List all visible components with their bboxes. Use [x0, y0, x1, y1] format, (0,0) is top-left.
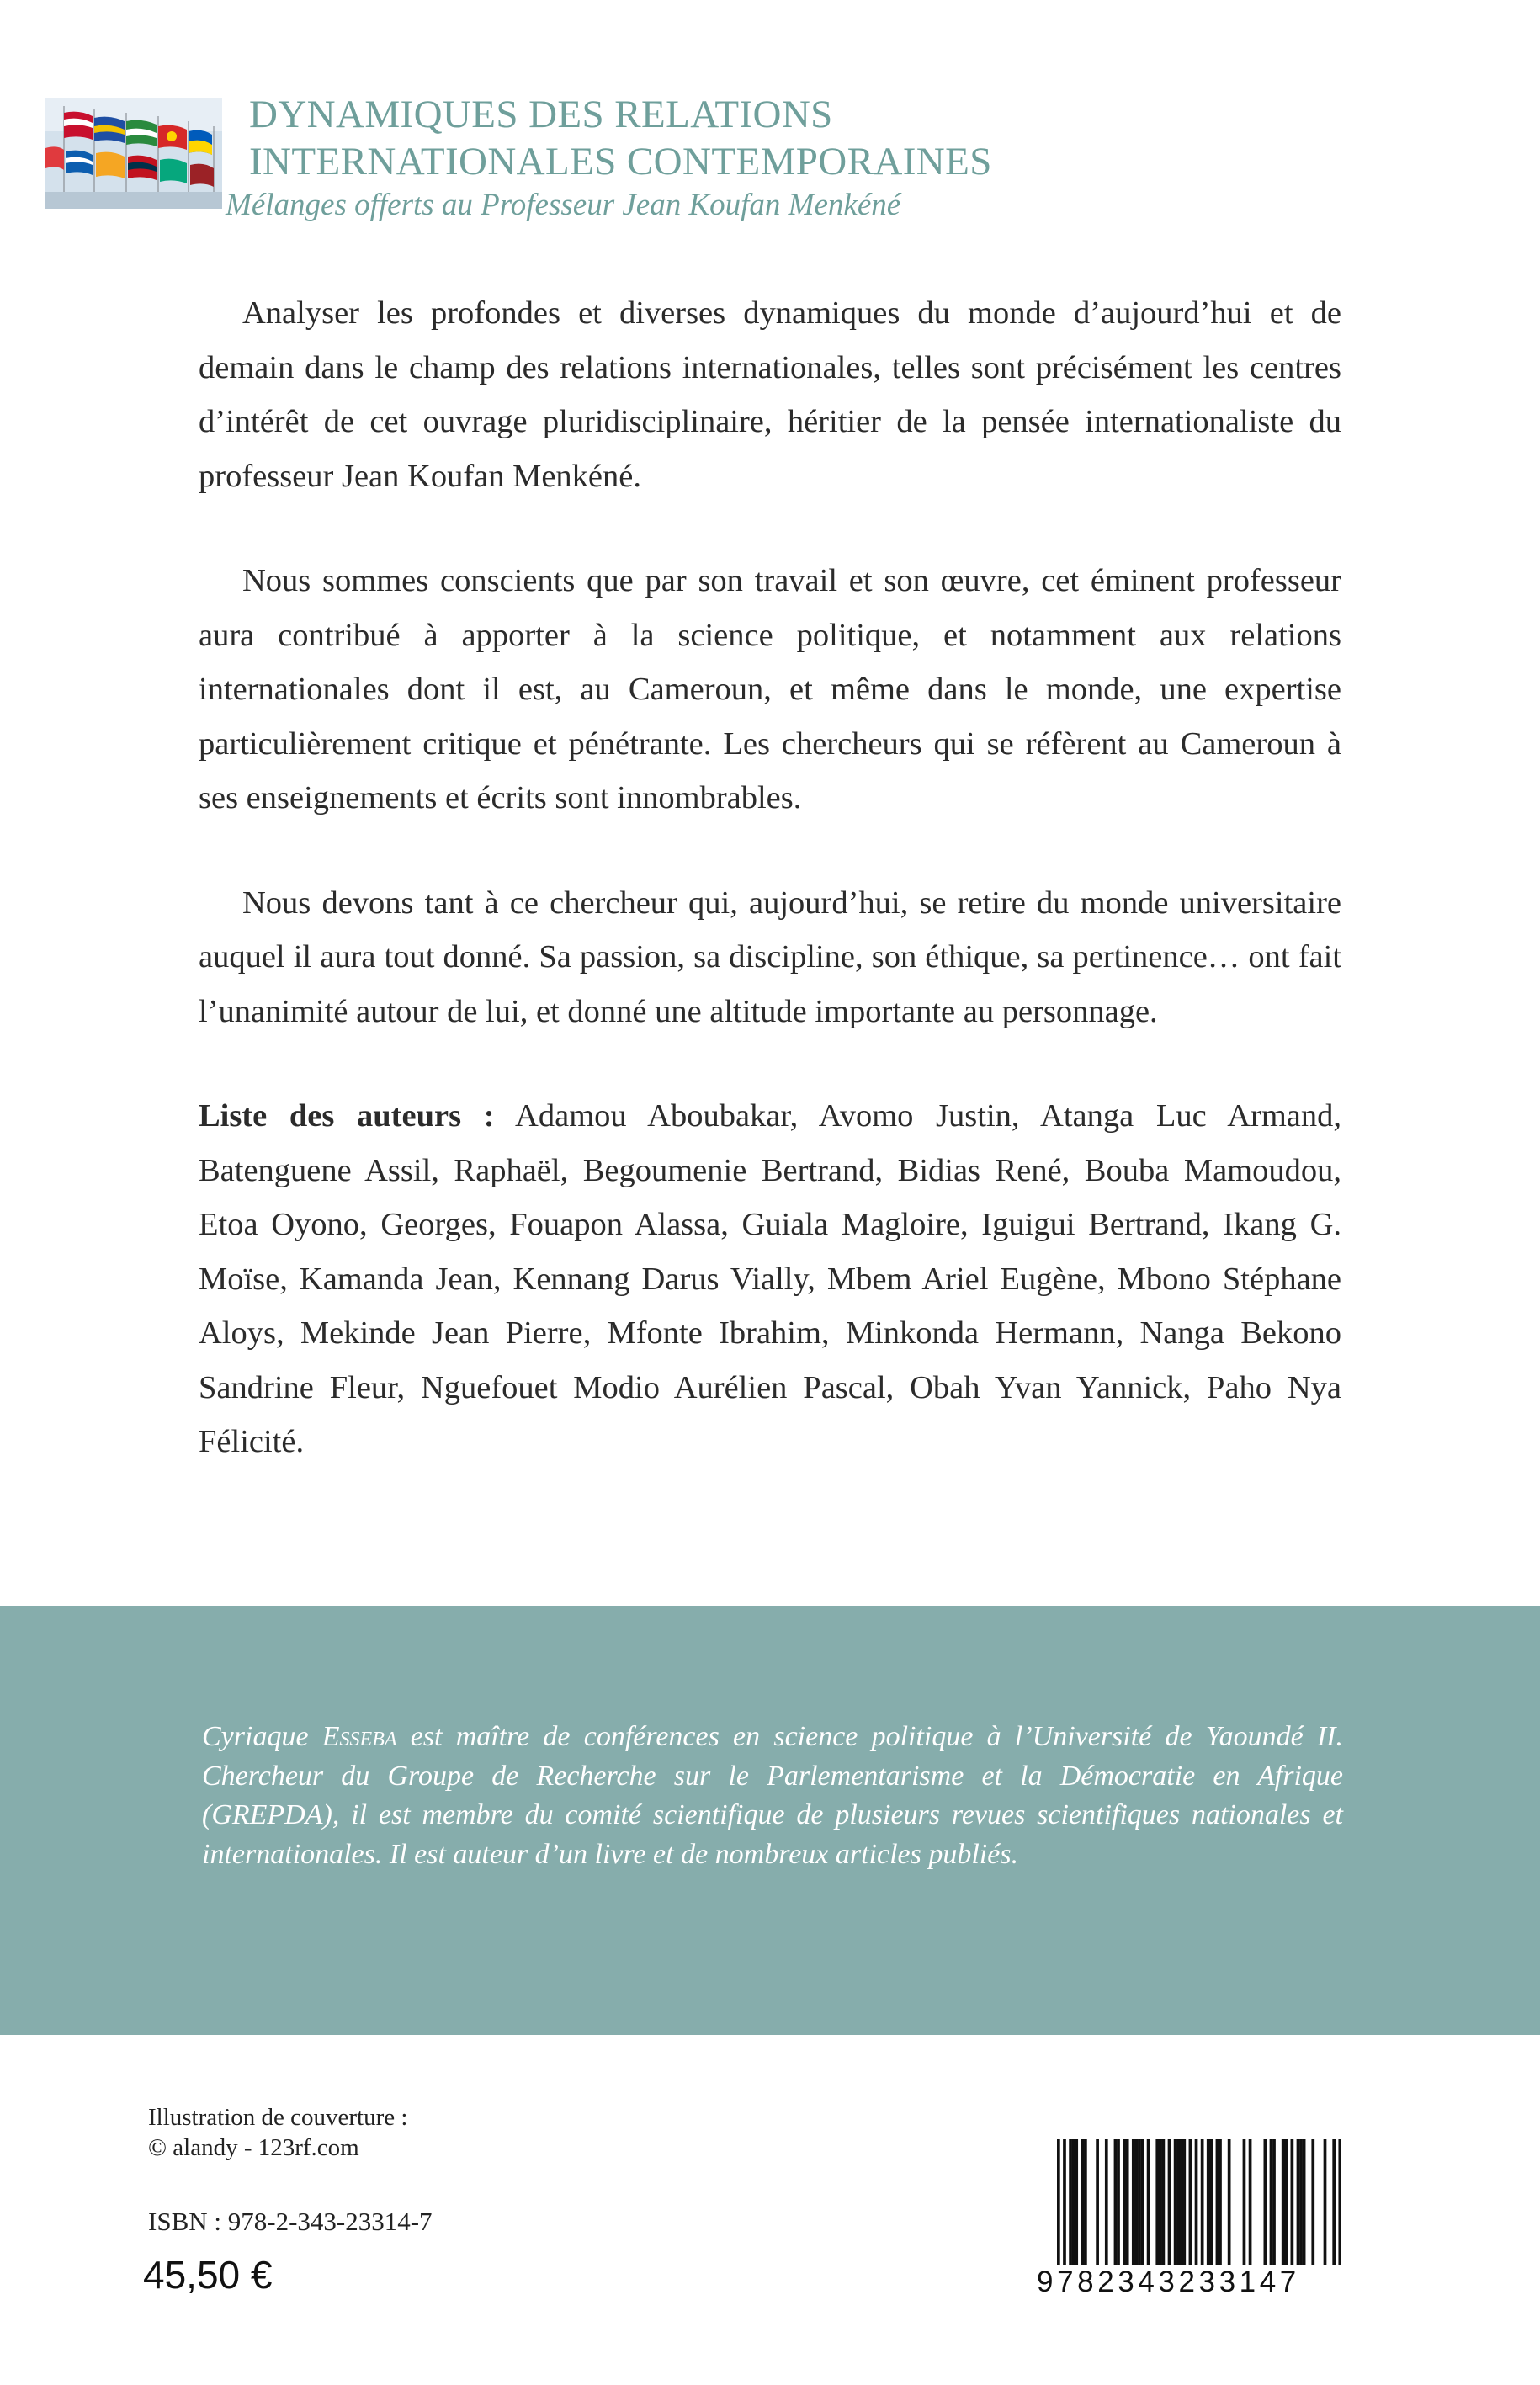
- barcode-bar: [1135, 2139, 1139, 2265]
- barcode-bar: [1117, 2139, 1120, 2265]
- barcode-bar: [1263, 2139, 1267, 2265]
- book-subtitle: Mélanges offerts au Professeur Jean Koufan Menkéné: [226, 188, 901, 222]
- barcode-bar: [1141, 2139, 1144, 2265]
- ean13-barcode-icon: [1037, 2139, 1341, 2265]
- blurb-paragraph-2: Nous sommes conscients que par son travail et son œuvre, cet éminent professeur aura contribué à apporter à la science politique, et notamment aux relations internationales dont il est, au Cameroun, et même dans le monde, une expertise particulièrement critique et pénétrante. Les chercheurs qui se réfèrent au Cameroun à ses enseignements et écrits sont innombrables.: [199, 563, 1341, 815]
- barcode-bar: [1207, 2139, 1210, 2265]
- flags-photo-icon: [45, 98, 222, 209]
- barcode-bar: [1284, 2139, 1288, 2265]
- barcode-bar: [1282, 2139, 1285, 2265]
- barcode-bar: [1057, 2139, 1060, 2265]
- barcode-bar: [1338, 2139, 1341, 2265]
- barcode-bar: [1324, 2139, 1327, 2265]
- book-title: [249, 91, 992, 185]
- barcode-bar: [1270, 2139, 1273, 2265]
- barcode-bar: [1228, 2139, 1231, 2265]
- credit-line-2: © alandy - 123rf.com: [148, 2134, 359, 2161]
- author-bio: [202, 1718, 1343, 1874]
- barcode-bar: [1114, 2139, 1118, 2265]
- barcode-bar: [1291, 2139, 1294, 2265]
- barcode-bar: [1063, 2139, 1066, 2265]
- title-line-1: DYNAMIQUES DES RELATIONS: [249, 93, 833, 136]
- barcode-bar: [1168, 2139, 1171, 2265]
- barcode-bar: [1176, 2139, 1180, 2265]
- barcode-bar: [1297, 2139, 1300, 2265]
- barcode-bar: [1132, 2139, 1135, 2265]
- barcode-bar: [1209, 2139, 1213, 2265]
- barcode-bar: [1126, 2139, 1129, 2265]
- barcode-bar: [1155, 2139, 1159, 2265]
- barcode-bar: [1201, 2139, 1204, 2265]
- blurb-paragraph-3: Nous devons tant à ce chercheur qui, aujourd’hui, se retire du monde universitaire auquel il aura tout donné. Sa passion, sa discipline, son éthique, sa pertinence… ont fait l’unanimité autour de lui, et donné une altitude importante au personnage.: [199, 884, 1341, 1029]
- barcode-bar: [1303, 2139, 1306, 2265]
- barcode-bar: [1182, 2139, 1186, 2265]
- barcode-bar: [1180, 2139, 1183, 2265]
- barcode-bar: [1311, 2139, 1314, 2265]
- barcode-bar: [1249, 2139, 1252, 2265]
- bio-author-last-name: Esseba: [321, 1721, 397, 1752]
- price: 45,50 €: [143, 2253, 273, 2297]
- barcode-bar: [1243, 2139, 1246, 2265]
- barcode-bar: [1123, 2139, 1126, 2265]
- barcode-bar: [1219, 2139, 1222, 2265]
- authors-label: Liste des auteurs :: [199, 1098, 495, 1134]
- barcode-digits: 9782343233147: [1037, 2265, 1300, 2298]
- authors-paragraph: [199, 1089, 1341, 1469]
- barcode-bar: [1272, 2139, 1276, 2265]
- barcode-bar: [1138, 2139, 1141, 2265]
- author-bio-band: [0, 1606, 1540, 2035]
- barcode-bar: [1216, 2139, 1219, 2265]
- back-cover-blurb: [199, 286, 1341, 1469]
- title-line-2: INTERNATIONALES CONTEMPORAINES: [249, 140, 992, 183]
- barcode-bar: [1069, 2139, 1072, 2265]
- barcode-bar: [1189, 2139, 1192, 2265]
- isbn: ISBN : 978-2-343-23314-7: [148, 2207, 433, 2236]
- cover-flags-thumbnail: [45, 98, 222, 209]
- barcode-bar: [1075, 2139, 1078, 2265]
- bio-author-first-name: Cyriaque: [202, 1721, 309, 1752]
- blurb-paragraph-1: Analyser les profondes et diverses dynamiques du monde d’aujourd’hui et de demain dans le champ des relations internationales, telles sont précisément les centres d’intérêt de cet ouvrage pluridisciplinaire, héritier de la pensée internationaliste du professeur Jean Koufan Menkéné.: [199, 295, 1341, 494]
- barcode-bar: [1147, 2139, 1150, 2265]
- barcode-bar: [1332, 2139, 1336, 2265]
- barcode-bar: [1159, 2139, 1162, 2265]
- bio-text: est maître de conférences en science politique à l’Université de Yaoundé II. Chercheur du Groupe de Recherche sur le Parlementarisme et la Démocratie en Afrique (GREPDA), il est membre du comité scientifique de plusieurs revues scientifiques nationales et internationales. Il est auteur d’un livre et de nombreux articles publiés.: [202, 1721, 1344, 1870]
- credit-line-1: Illustration de couverture :: [148, 2104, 408, 2131]
- barcode-bar: [1174, 2139, 1177, 2265]
- barcode: [1037, 2139, 1341, 2304]
- barcode-bar: [1299, 2139, 1303, 2265]
- authors-list: Adamou Aboubakar, Avomo Justin, Atanga Luc Armand, Batenguene Assil, Raphaël, Begoumenie Bertrand, Bidias René, Bouba Mamoudou, Etoa Oyono, Georges, Fouapon Alassa, Guiala Magloire, Iguigui Bertrand, Ikang G. Moïse, Kamanda Jean, Kennang Darus Vially, Mbem Ariel Eugène, Mbono Stéphane Aloys, Mekinde Jean Pierre, Mfonte Ibrahim, Minkonda Hermann, Nanga Bekono Sandrine Fleur, Nguefouet Modio Aurélien Pascal, Obah Yvan Yannick, Paho Nya Félicité.: [199, 1098, 1342, 1459]
- barcode-bar: [1072, 2139, 1075, 2265]
- cover-illustration-credit: [148, 2102, 407, 2163]
- barcode-bar: [1105, 2139, 1108, 2265]
- barcode-bar: [1162, 2139, 1166, 2265]
- barcode-bar: [1096, 2139, 1099, 2265]
- barcode-bar: [1195, 2139, 1198, 2265]
- barcode-bar: [1081, 2139, 1084, 2265]
- barcode-bar: [1084, 2139, 1087, 2265]
